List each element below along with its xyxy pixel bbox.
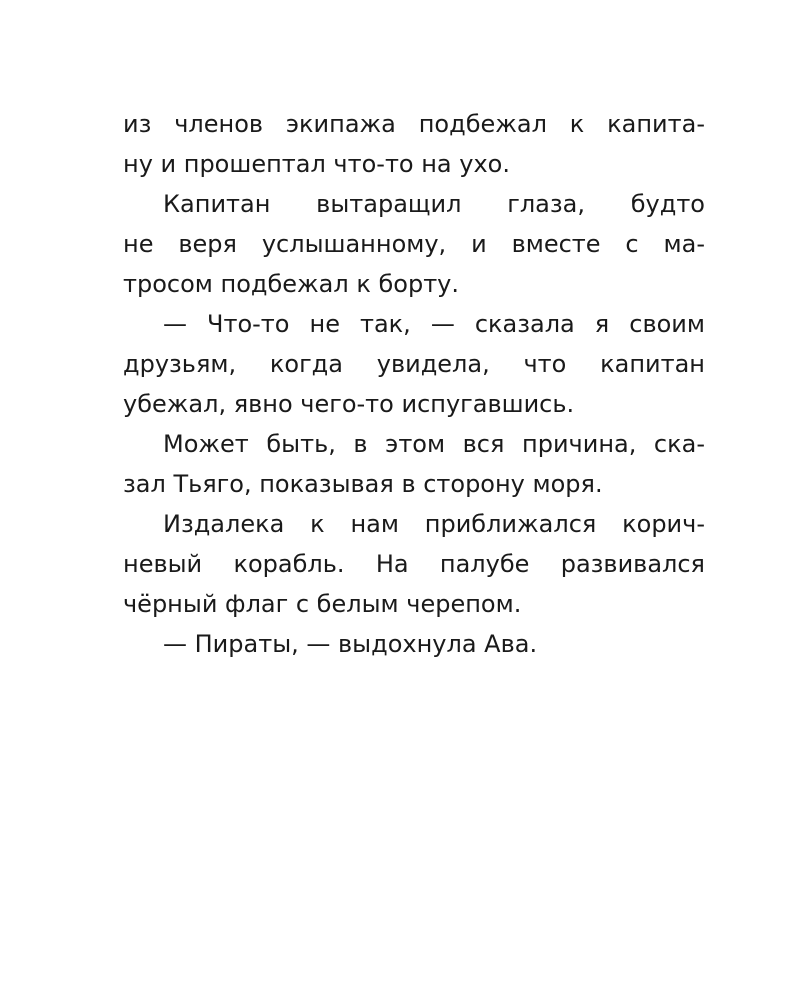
text-line: ну и прошептал что-то на ухо. bbox=[123, 150, 510, 178]
text-line: не веря услышанному, и вместе с ма- bbox=[123, 230, 705, 258]
text-line: невый корабль. На палубе развивался bbox=[123, 550, 705, 578]
paragraph-start-line: — Что-то не так, — сказала я своим bbox=[163, 310, 705, 338]
paragraph-start-line: Издалека к нам приближался корич- bbox=[163, 510, 705, 538]
text-line: тросом подбежал к борту. bbox=[123, 270, 459, 298]
text-line: друзьям, когда увидела, что капитан bbox=[123, 350, 705, 378]
paragraph-start-line: Капитан вытаращил глаза, будто bbox=[163, 190, 705, 218]
text-line: чёрный флаг с белым черепом. bbox=[123, 590, 522, 618]
body-text bbox=[123, 104, 705, 664]
text-line: убежал, явно чего-то испугавшись. bbox=[123, 390, 575, 418]
text-line: из членов экипажа подбежал к капита- bbox=[123, 110, 705, 138]
paragraph-start-line: — Пираты, — выдохнула Ава. bbox=[163, 630, 538, 658]
text-line: зал Тьяго, показывая в сторону моря. bbox=[123, 470, 603, 498]
paragraph-start-line: Может быть, в этом вся причина, ска- bbox=[163, 430, 705, 458]
